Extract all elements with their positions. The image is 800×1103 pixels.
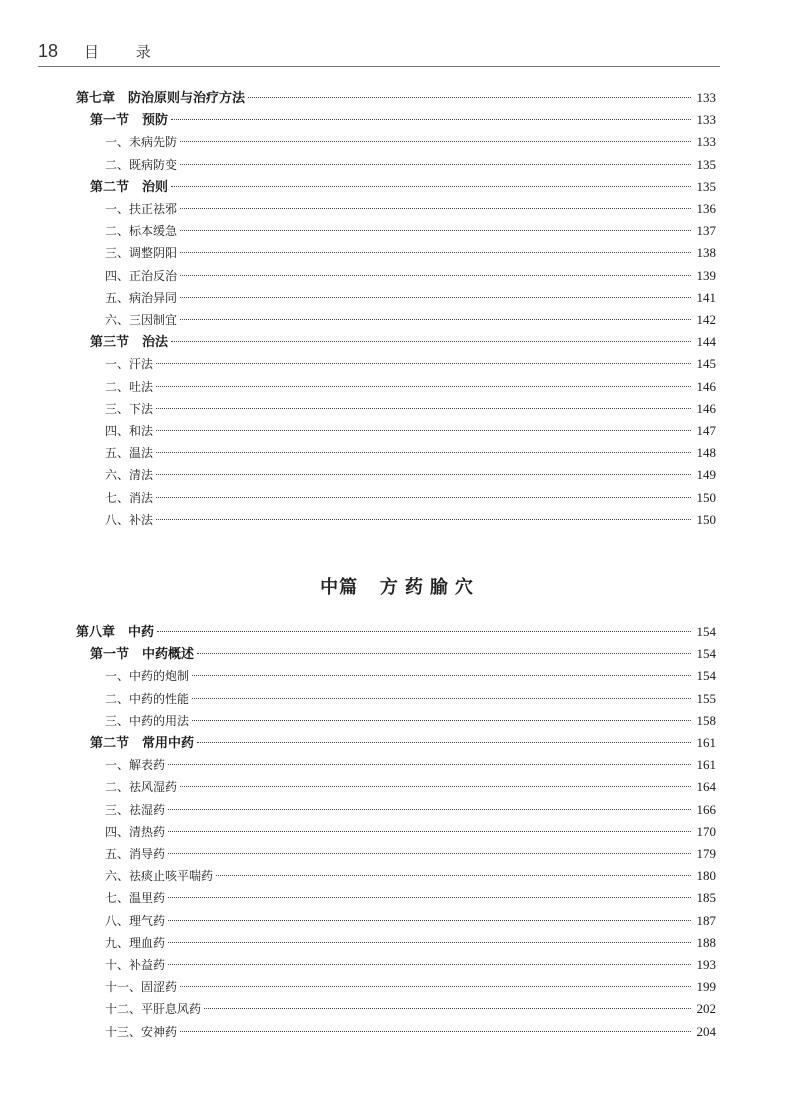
dot-leader — [157, 631, 691, 632]
toc-entry-title: 三、中药的用法 — [105, 713, 190, 728]
toc-entry-title: 三、下法 — [105, 401, 154, 416]
toc-section-row[interactable] — [90, 109, 716, 131]
toc-page-number: 154 — [696, 668, 716, 684]
part-title — [0, 575, 800, 601]
dot-leader — [180, 319, 691, 320]
toc-item-row[interactable] — [105, 487, 716, 509]
header-title: 目 录 — [84, 43, 167, 61]
toc-entry-title: 六、三因制宜 — [105, 313, 178, 327]
toc-item-row[interactable] — [105, 688, 716, 710]
toc-page-number: 180 — [696, 868, 716, 884]
toc-item-row[interactable] — [105, 131, 716, 153]
toc-item-row[interactable] — [105, 442, 716, 464]
toc-page-number: 179 — [696, 846, 716, 861]
toc-page-number: 188 — [696, 934, 716, 950]
toc-item-row[interactable] — [105, 154, 716, 176]
toc-page-number: 150 — [696, 511, 716, 527]
toc-entry-title: 三、祛湿药 — [105, 802, 166, 817]
toc-item-row[interactable] — [105, 353, 716, 375]
toc-entry-title: 一、解表药 — [105, 758, 166, 773]
toc-entry-title: 五、病治异同 — [105, 290, 178, 305]
toc-entry-title: 第二节 治则 — [90, 179, 169, 195]
toc-page-number: 164 — [696, 779, 716, 795]
toc-entry-title: 八、补法 — [105, 512, 154, 527]
dot-leader — [180, 208, 691, 209]
toc-item-row[interactable] — [105, 910, 716, 932]
toc-entry-title: 十一、固涩药 — [105, 980, 178, 995]
toc-entry-title: 五、消导药 — [105, 847, 166, 861]
toc-page-number: 170 — [696, 823, 716, 839]
toc-entry-title: 第二节 常用中药 — [90, 736, 195, 751]
toc-item-row[interactable] — [105, 464, 716, 486]
toc-item-row[interactable] — [105, 865, 716, 887]
toc-chapter-row[interactable] — [76, 621, 716, 643]
toc-entry-title: 十、补益药 — [105, 958, 166, 972]
toc-page-number: 146 — [696, 378, 716, 394]
dot-leader — [156, 519, 691, 520]
header-divider — [38, 66, 720, 67]
toc-section-row[interactable] — [90, 732, 716, 754]
toc-section-row[interactable] — [90, 176, 716, 198]
toc-page-number: 139 — [696, 267, 716, 283]
dot-leader — [216, 875, 691, 876]
dot-leader — [180, 1031, 691, 1032]
toc-page-number: 133 — [696, 134, 716, 150]
toc-page-number: 135 — [696, 178, 716, 194]
toc-page-number: 149 — [696, 467, 716, 483]
toc-item-row[interactable] — [105, 887, 716, 909]
dot-leader — [168, 764, 691, 765]
toc-page-number: 137 — [696, 223, 716, 239]
dot-leader — [171, 186, 691, 187]
dot-leader — [171, 119, 691, 120]
toc-page-number: 161 — [696, 757, 716, 773]
dot-leader — [156, 363, 691, 364]
dot-leader — [180, 164, 691, 165]
toc-chapter-row[interactable] — [76, 87, 716, 109]
dot-leader — [180, 986, 691, 987]
dot-leader — [180, 786, 691, 787]
toc-entry-title: 四、正治反治 — [105, 268, 178, 283]
toc-entry-title: 五、温法 — [105, 446, 154, 461]
dot-leader — [168, 853, 691, 854]
dot-leader — [180, 297, 691, 298]
part-title-main: 方药腧穴 — [379, 577, 480, 598]
dot-leader — [180, 230, 691, 231]
toc-item-row[interactable] — [105, 509, 716, 531]
toc-page-number: 135 — [696, 156, 716, 172]
toc-entry-title: 第一节 预防 — [90, 113, 169, 129]
toc-page-number: 133 — [696, 112, 716, 128]
toc-page-number: 155 — [696, 690, 716, 706]
dot-leader — [156, 474, 691, 475]
dot-leader — [168, 897, 691, 898]
toc-page-number: 136 — [696, 201, 716, 216]
toc-page-number: 133 — [696, 90, 716, 105]
dot-leader — [180, 252, 691, 253]
toc-page-number: 204 — [696, 1023, 716, 1039]
toc-item-row[interactable] — [105, 821, 716, 843]
toc-entry-title: 二、祛风湿药 — [105, 780, 178, 795]
toc-item-row[interactable] — [105, 220, 716, 242]
toc-item-row[interactable] — [105, 710, 716, 732]
dot-leader — [204, 1008, 691, 1009]
dot-leader — [156, 452, 691, 453]
toc-entry-title: 第三节 治法 — [90, 335, 169, 351]
toc-entry-title: 九、理血药 — [105, 935, 166, 950]
toc-entry-title: 二、中药的性能 — [105, 691, 190, 706]
toc-item-row[interactable] — [105, 932, 716, 954]
toc-entry-title: 一、未病先防 — [105, 135, 178, 150]
toc-item-row[interactable] — [105, 242, 716, 264]
toc-item-row[interactable] — [105, 665, 716, 687]
dot-leader — [168, 831, 691, 832]
toc-entry-title: 第八章 中药 — [76, 625, 155, 640]
toc-page-number: 147 — [696, 423, 716, 438]
toc-entry-title: 十二、平肝息风药 — [105, 1002, 202, 1017]
dot-leader — [180, 141, 691, 142]
toc-page-number: 158 — [696, 712, 716, 728]
page-number: 18 — [38, 41, 59, 61]
dot-leader — [192, 675, 691, 676]
toc-page-number: 154 — [696, 646, 716, 662]
toc-entry-title: 四、和法 — [105, 424, 154, 438]
toc-entry-title: 二、既病防变 — [105, 157, 178, 172]
toc-page-number: 145 — [696, 356, 716, 372]
toc-page-number: 142 — [696, 312, 716, 327]
toc-page-number: 202 — [696, 1001, 716, 1017]
toc-entry-title: 二、标本缓急 — [105, 224, 178, 239]
toc-item-row[interactable] — [105, 420, 716, 442]
dot-leader — [168, 920, 691, 921]
toc-item-row[interactable] — [105, 799, 716, 821]
toc-page-number: 148 — [696, 445, 716, 461]
toc-item-row[interactable] — [105, 309, 716, 331]
toc-item-row[interactable] — [105, 776, 716, 798]
toc-page-number: 138 — [696, 245, 716, 261]
toc-entry-title: 七、温里药 — [105, 891, 166, 906]
toc-item-row[interactable] — [105, 998, 716, 1020]
dot-leader — [171, 341, 691, 342]
toc-entry-title: 三、调整阴阳 — [105, 246, 178, 261]
toc-entry-title: 六、清法 — [105, 468, 154, 483]
dot-leader — [168, 964, 691, 965]
toc-page-number: 161 — [696, 735, 716, 750]
toc-item-row[interactable] — [105, 287, 716, 309]
toc-entry-title: 第一节 中药概述 — [90, 647, 195, 663]
dot-leader — [156, 497, 691, 498]
toc-page-number: 185 — [696, 890, 716, 906]
toc-page-number: 154 — [696, 624, 716, 639]
toc-entry-title: 一、中药的炮制 — [105, 669, 190, 684]
toc-page-number: 144 — [696, 334, 716, 350]
toc-section-row[interactable] — [90, 331, 716, 353]
toc-item-row[interactable] — [105, 398, 716, 420]
dot-leader — [156, 386, 691, 387]
toc-page-number: 187 — [696, 912, 716, 928]
dot-leader — [197, 653, 691, 654]
toc-entry-title: 七、消法 — [105, 490, 154, 505]
toc-entry-title: 十三、安神药 — [105, 1024, 178, 1039]
toc-item-row[interactable] — [105, 376, 716, 398]
dot-leader — [192, 720, 691, 721]
dot-leader — [180, 275, 691, 276]
toc-item-row[interactable] — [105, 1021, 716, 1043]
toc-entry-title: 四、清热药 — [105, 824, 166, 839]
toc-item-row[interactable] — [105, 198, 716, 220]
toc-page-number: 193 — [696, 957, 716, 972]
toc-entry-title: 一、扶正祛邪 — [105, 202, 178, 216]
page-header — [0, 0, 800, 70]
toc-entry-title: 八、理气药 — [105, 913, 166, 928]
toc-entry-title: 六、祛痰止咳平喘药 — [105, 869, 214, 884]
toc-item-row[interactable] — [105, 954, 716, 976]
part-title-prefix: 中篇 — [320, 577, 359, 598]
dot-leader — [168, 942, 691, 943]
toc-item-row[interactable] — [105, 976, 716, 998]
toc-entry-title: 一、汗法 — [105, 357, 154, 372]
dot-leader — [156, 408, 691, 409]
toc-section-row[interactable] — [90, 643, 716, 665]
toc-page-number: 150 — [696, 489, 716, 505]
dot-leader — [168, 809, 691, 810]
toc-page-number: 166 — [696, 801, 716, 817]
toc-page-number: 146 — [696, 400, 716, 416]
toc-item-row[interactable] — [105, 754, 716, 776]
dot-leader — [197, 742, 691, 743]
toc-page-number: 141 — [696, 289, 716, 305]
toc-page-number: 199 — [696, 979, 716, 995]
dot-leader — [248, 97, 691, 98]
toc-entry-title: 二、吐法 — [105, 379, 154, 394]
dot-leader — [192, 698, 691, 699]
toc-item-row[interactable] — [105, 843, 716, 865]
dot-leader — [156, 430, 691, 431]
toc-item-row[interactable] — [105, 265, 716, 287]
toc-entry-title: 第七章 防治原则与治疗方法 — [76, 91, 246, 106]
